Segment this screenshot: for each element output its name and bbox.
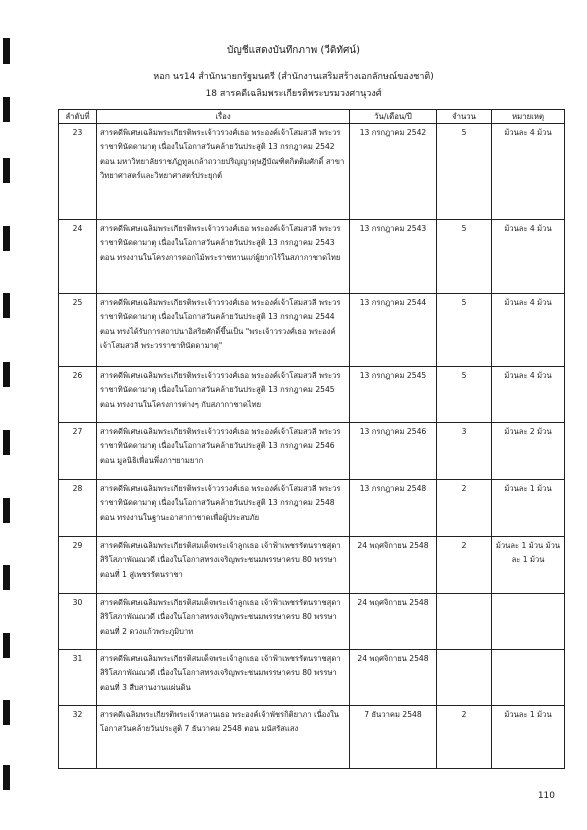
row-subject: สารคดีพิเศษเฉลิมพระเกียรติพระเจ้าวรวงศ์เธอ พระองค์เจ้าโสมสวลี พระวรราชาทินัดดามาตุ เนื่องในโอกาสวันคล้ายวันประสูติ 13 กรกฎาคม 2548 ตอน ทรงงานในฐานะอาสากาชาดเพื่อผู้ประสบภัย [96, 480, 349, 536]
row-quantity [436, 594, 491, 649]
row-date: 13 กรกฎาคม 2546 [349, 423, 436, 479]
row-number: 30 [72, 598, 83, 607]
row-number: 28 [72, 484, 83, 493]
table-row [59, 219, 564, 293]
document-series-line: 18 สารคดีเฉลิมพระเกียรติพระบรมวงศานุวงศ์ [205, 89, 382, 99]
page-number: 110 [537, 791, 555, 801]
row-note: ม้วนละ 1 ม้วน [491, 480, 564, 536]
row-date: 7 ธันวาคม 2548 [349, 706, 436, 768]
row-quantity: 3 [436, 423, 491, 479]
table-row [59, 422, 564, 479]
row-note: ม้วนละ 2 ม้วน [491, 423, 564, 479]
row-note [491, 650, 564, 705]
row-quantity: 2 [436, 706, 491, 768]
row-date: 24 พฤศจิกายน 2548 [349, 537, 436, 593]
table-row [59, 593, 564, 649]
row-number: 27 [72, 427, 83, 436]
row-number: 25 [72, 298, 83, 307]
row-quantity: 5 [436, 367, 491, 422]
table-row [59, 536, 564, 593]
row-date: 13 กรกฎาคม 2543 [349, 220, 436, 293]
table-header-row [59, 110, 564, 123]
scan-edge-mark [3, 565, 10, 590]
row-number: 26 [72, 371, 83, 380]
record-table [58, 109, 565, 769]
row-number: 32 [72, 710, 83, 719]
row-date: 13 กรกฎาคม 2545 [349, 367, 436, 422]
scan-edge-mark [3, 633, 10, 658]
scan-edge-mark [3, 362, 10, 387]
row-number: 31 [72, 654, 83, 663]
row-number: 29 [72, 541, 83, 550]
column-header-date: วัน/เดือน/ปี [349, 110, 436, 123]
row-quantity: 2 [436, 537, 491, 593]
row-date: 13 กรกฎาคม 2548 [349, 480, 436, 536]
row-quantity: 5 [436, 294, 491, 366]
row-quantity: 2 [436, 480, 491, 536]
row-note [491, 594, 564, 649]
row-subject: สารคดีพิเศษเฉลิมพระเกียรติพระเจ้าวรวงศ์เธอ พระองค์เจ้าโสมสวลี พระวรราชาทินัดดามาตุ เนื่องในโอกาสวันคล้ายวันประสูติ 13 กรกฎาคม 2542 ตอน มหาวิทยาลัยราชภัฏทูลเกล้าถวายปริญญาดุษฎีบัณฑิตกิตติมศักดิ์ สาขาวิทยาศาสตร์และวิทยาศาสตร์ประยุกต์ [96, 124, 349, 219]
scan-edge-mark [3, 226, 10, 251]
column-header-no: ลำดับที่ [65, 112, 90, 121]
row-subject: สารคดีพิเศษเฉลิมพระเกียรติสมเด็จพระเจ้าลูกเธอ เจ้าฟ้าเพชรรัตนราชสุดา สิริโสภาพัณณวดี เนื่องในโอกาสทรงเจริญพระชนมพรรษาครบ 80 พรรษา ตอนที่ 1 สู่เพชรรัตนราชา [96, 537, 349, 593]
document-agency-line: หอก นร14 สำนักนายกรัฐมนตรี (สำนักงานเสริมสร้างเอกลักษณ์ของชาติ) [153, 72, 434, 82]
row-subject: สารคดีพิเศษเฉลิมพระเกียรติพระเจ้าวรวงศ์เธอ พระองค์เจ้าโสมสวลี พระวรราชาทินัดดามาตุ เนื่องในโอกาสวันคล้ายวันประสูติ 13 กรกฎาคม 2544 ตอน ทรงได้รับการสถาปนาอิสริยศักดิ์ขึ้นเป็น "พระเจ้าวรวงศ์เธอ พระองค์เจ้าโสมสวลี พระวรราชาทินัดดามาตุ" [96, 294, 349, 366]
row-note: ม้วนละ 4 ม้วน [491, 220, 564, 293]
row-number: 24 [72, 224, 83, 233]
row-note: ม้วนละ 4 ม้วน [491, 294, 564, 366]
table-row [59, 705, 564, 768]
row-quantity: 5 [436, 220, 491, 293]
row-quantity [436, 650, 491, 705]
table-row [59, 123, 564, 219]
column-header-subject: เรื่อง [96, 110, 349, 123]
row-subject: สารคดีพิเศษเฉลิมพระเกียรติพระเจ้าวรวงศ์เธอ พระองค์เจ้าโสมสวลี พระวรราชาทินัดดามาตุ เนื่องในโอกาสวันคล้ายวันประสูติ 13 กรกฎาคม 2546 ตอน มูลนิธิเพื่อนพึ่งภาฯยามยาก [96, 423, 349, 479]
row-date: 24 พฤศจิกายน 2548 [349, 594, 436, 649]
scan-edge-mark [3, 158, 10, 183]
row-number: 23 [72, 128, 83, 137]
row-note: ม้วนละ 1 ม้วน [491, 706, 564, 768]
row-subject: สารคดีพิเศษเฉลิมพระเกียรติพระเจ้าวรวงศ์เธอ พระองค์เจ้าโสมสวลี พระวรราชาทินัดดามาตุ เนื่องในโอกาสวันคล้ายวันประสูติ 13 กรกฎาคม 2545 ตอน ทรงงานในโครงการต่างๆ กับสภากาชาดไทย [96, 367, 349, 422]
scan-edge-mark [3, 430, 10, 455]
row-subject: สารคดีพิเศษเฉลิมพระเกียรติพระเจ้าวรวงศ์เธอ พระองค์เจ้าโสมสวลี พระวรราชาทินัดดามาตุ เนื่องในโอกาสวันคล้ายวันประสูติ 13 กรกฎาคม 2543 ตอน ทรงงานในโครงการดอกไม้พระราชทานแก่ผู้ยากไร้ในสภากาชาดไทย [96, 220, 349, 293]
document-title: บัญชีแสดงบันทึกภาพ (วีดิทัศน์) [226, 45, 361, 56]
table-row [59, 366, 564, 422]
scan-edge-mark [3, 765, 10, 790]
row-date: 13 กรกฎาคม 2544 [349, 294, 436, 366]
scan-edge-mark [3, 293, 10, 318]
table-row [59, 479, 564, 536]
row-note: ม้วนละ 4 ม้วน [491, 367, 564, 422]
column-header-quantity: จำนวน [436, 110, 491, 123]
table-row [59, 293, 564, 366]
scan-edge-mark [3, 700, 10, 725]
row-subject: สารคดีพิเศษเฉลิมพระเกียรติสมเด็จพระเจ้าลูกเธอ เจ้าฟ้าเพชรรัตนราชสุดา สิริโสภาพัณณวดี เนื่องในโอกาสทรงเจริญพระชนมพรรษาครบ 80 พรรษา ตอนที่ 2 ดวงแก้วพระภูมิบาท [96, 594, 349, 649]
row-subject: สารคดีพิเศษเฉลิมพระเกียรติสมเด็จพระเจ้าลูกเธอ เจ้าฟ้าเพชรรัตนราชสุดา สิริโสภาพัณณวดี เนื่องในโอกาสทรงเจริญพระชนมพรรษาครบ 80 พรรษา ตอนที่ 3 สืบสานงานแผ่นดิน [96, 650, 349, 705]
row-date: 24 พฤศจิกายน 2548 [349, 650, 436, 705]
row-note: ม้วนละ 1 ม้วน ม้วนละ 1 ม้วน [491, 537, 564, 593]
row-date: 13 กรกฎาคม 2542 [349, 124, 436, 219]
table-row [59, 649, 564, 705]
scan-edge-mark [3, 498, 10, 523]
row-subject: สารคดีเฉลิมพระเกียรติพระเจ้าหลานเธอ พระองค์เจ้าพัชรกิติยาภา เนื่องในโอกาสวันคล้ายวันประสูติ 7 ธันวาคม 2548 ตอน มนัสรัสแสง [96, 706, 349, 768]
row-note: ม้วนละ 4 ม้วน [491, 124, 564, 219]
column-header-note: หมายเหตุ [491, 110, 564, 123]
scan-edge-mark [3, 97, 10, 122]
row-quantity: 5 [436, 124, 491, 219]
